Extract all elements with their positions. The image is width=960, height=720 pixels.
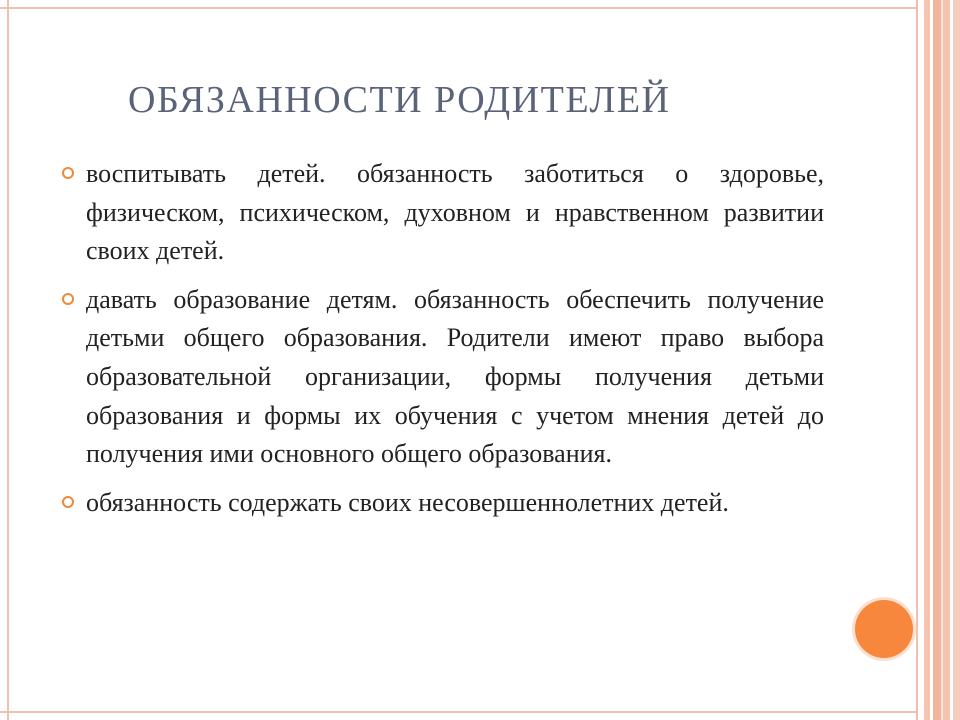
list-item-text: давать образование детям. обязанность обеспечить получение детьми общего образования. Родители имеют право выбора образовательной организации, формы получения детьми образования и формы их обучения с учетом мнения детей до получения ими основного общего образования. (86, 284, 824, 469)
right-decorative-stripes (924, 0, 960, 720)
stripe (953, 0, 960, 720)
bullet-list (62, 155, 824, 532)
decorative-orange-circle (855, 600, 913, 658)
list-item-text: воспитывать детей. обязанность заботиться о здоровье, физическом, психическом, духовном и нравственном развитии своих детей. (86, 159, 824, 266)
stripe (943, 0, 950, 720)
stripe (933, 0, 941, 720)
frame-top-line (0, 7, 918, 9)
bullet-ring-icon (62, 167, 74, 179)
list-item-text: обязанность содержать своих несовершеннолетних детей. (86, 487, 729, 517)
list-item (62, 155, 824, 271)
list-item (62, 281, 824, 474)
slide-title: ОБЯЗАННОСТИ РОДИТЕЛЕЙ (128, 79, 671, 121)
frame-right-line (916, 0, 918, 720)
bullet-ring-icon (62, 496, 74, 508)
list-item (62, 484, 824, 523)
bullet-ring-icon (62, 293, 74, 305)
frame-bottom-line (0, 711, 918, 713)
frame-left-line (7, 0, 9, 720)
